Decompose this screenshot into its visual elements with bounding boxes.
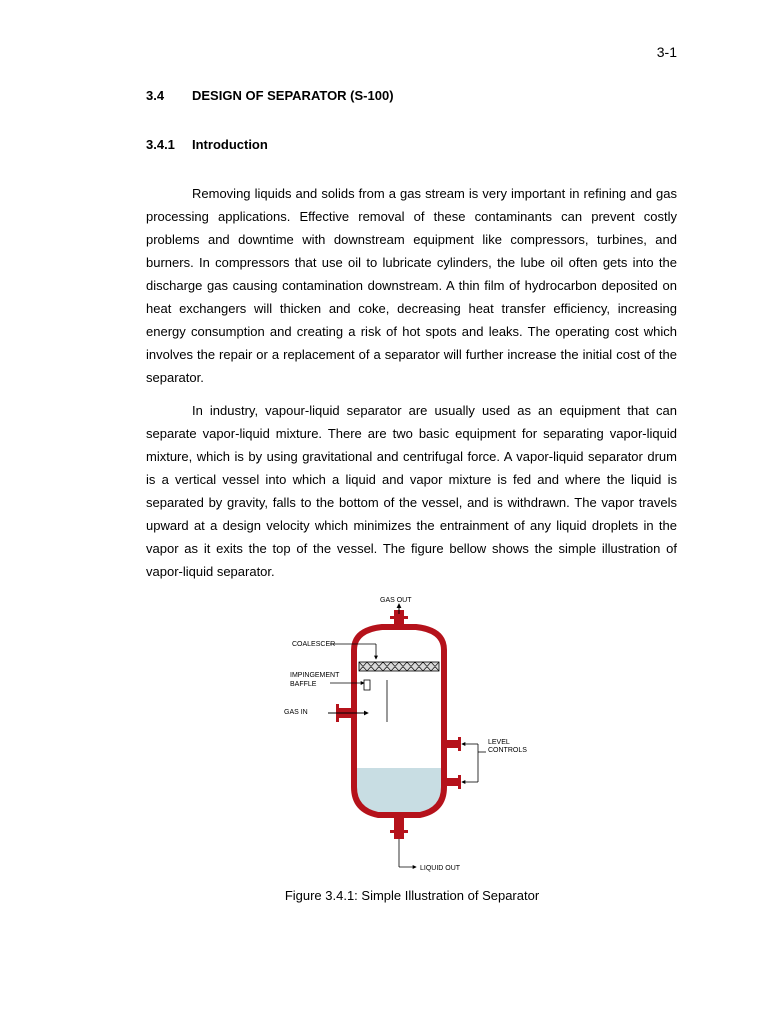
paragraph-2: In industry, vapour-liquid separator are usually used as an equipment that can separate vapor-liquid mixture. There are two basic equipment for separating vapor-liquid mixture, which is by using gravitational and centrifugal force. A vapor-liquid separator drum is a vertical vessel into which a liquid and vapor mixture is fed and where the liquid is separated by gravity, falls to the bottom of the vessel, and is withdrawn. The vapor travels upward at a design velocity which minimizes the entrainment of any liquid droplets in the vapor as it exits the top of the vessel. The figure bellow shows the simple illustration of vapor-liquid separator.: [146, 403, 677, 579]
level-nozzle-lower: [444, 778, 460, 786]
section-heading: [146, 88, 394, 103]
coalescer-label: COALESCER: [292, 641, 336, 648]
gas-in-label: GAS IN: [284, 709, 308, 716]
subsection-title: Introduction: [192, 137, 268, 152]
section-title: DESIGN OF SEPARATOR (S-100): [192, 88, 394, 103]
level-nozzle-upper: [444, 740, 460, 748]
level-label: LEVEL: [488, 739, 510, 746]
section-number: 3.4: [146, 88, 165, 103]
paragraph-1: Removing liquids and solids from a gas stream is very important in refining and gas processing applications. Effective removal of these contaminants can prevent costly problems and downtime with downstream equipment like compressors, turbines, and burners. In compressors that use oil to lubricate cylinders, the lube oil often gets into the discharge gas causing contamination downstream. A thin film of hydrocarbon deposited on heat exchangers will thicken and coke, decreasing heat transfer efficiency, increasing energy consumption and creating a risk of hot spots and leaks. The operating cost which involves the repair or a replacement of a separator will further increase the initial cost of the separator.: [146, 186, 677, 385]
subsection-number: 3.4.1: [146, 137, 175, 152]
liquid-out-label: LIQUID OUT: [420, 865, 461, 872]
page-number: 3-1: [656, 44, 677, 60]
impingement-label: IMPINGEMENT: [290, 672, 340, 679]
impingement-baffle: [364, 680, 370, 690]
controls-label: CONTROLS: [488, 747, 527, 754]
liquid-out-nozzle: [394, 815, 404, 839]
subsection-heading: [146, 137, 268, 152]
figure-caption: Figure 3.4.1: Simple Illustration of Separator: [284, 888, 540, 903]
baffle-label: BAFFLE: [290, 681, 317, 688]
gas-out-label: GAS OUT: [380, 597, 412, 604]
separator-diagram: [270, 592, 560, 882]
